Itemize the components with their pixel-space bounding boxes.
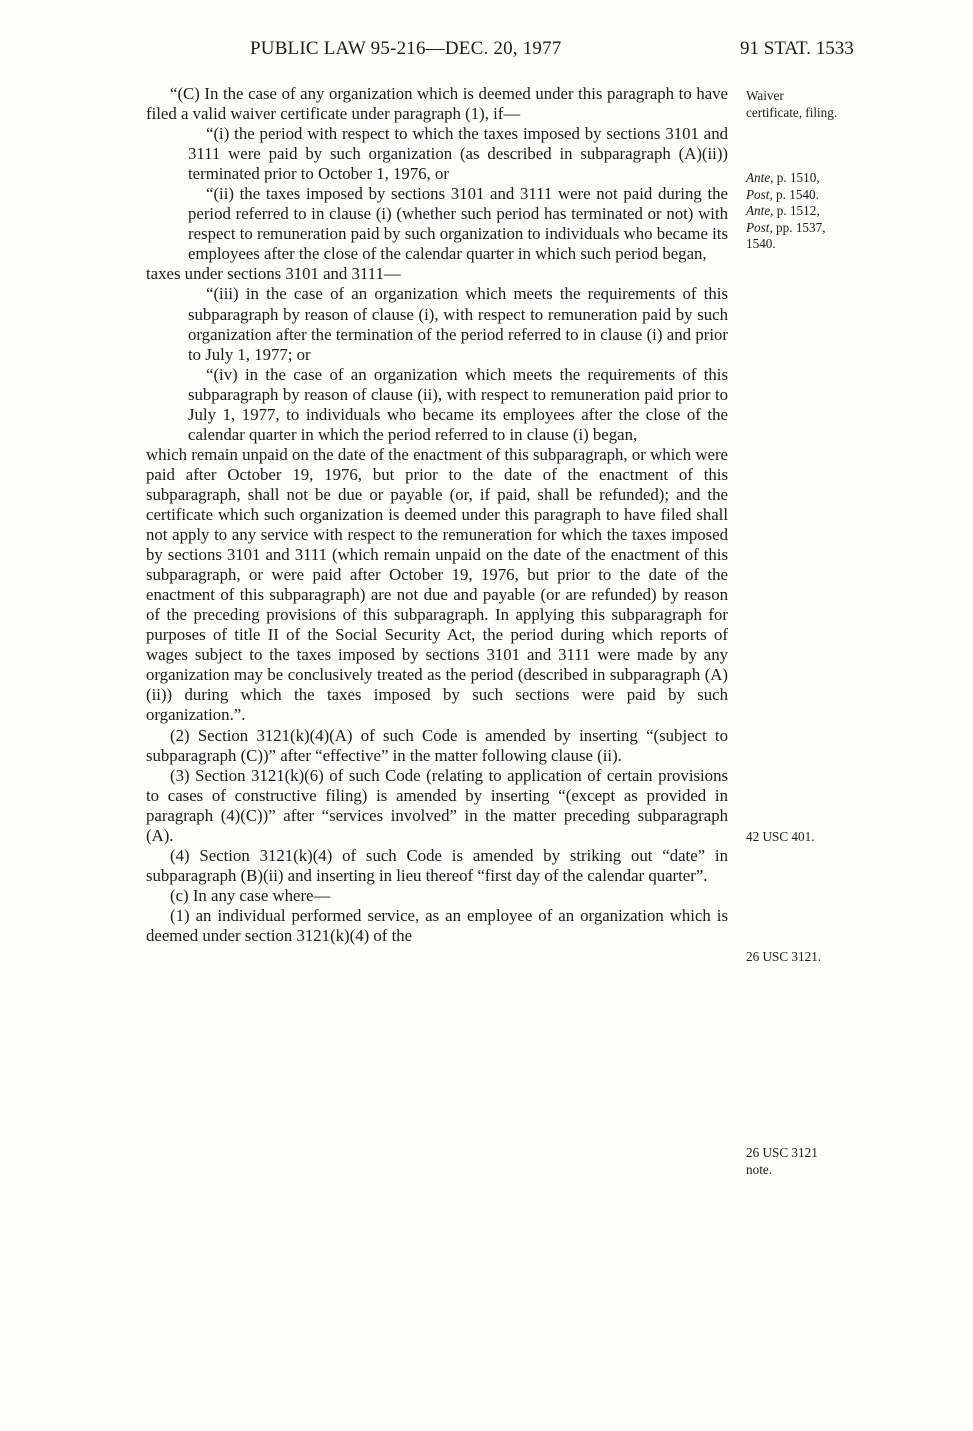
cross-ref-label: Ante,	[746, 170, 774, 185]
margin-note-line	[746, 170, 826, 187]
taxes-lead-in: taxes under sections 3101 and 3111—	[146, 264, 401, 284]
amendment-2: (2) Section 3121(k)(4)(A) of such Code is amended by inserting “(subject to subparagraph (C))” after “effective” in the matter following clause (ii).	[146, 725, 728, 765]
cross-ref-label: Post,	[746, 186, 773, 202]
cross-ref-label: Ante,	[746, 203, 774, 218]
margin-note-26-usc-3121: 26 USC 3121.	[746, 949, 822, 964]
clause-i: “(i) the period with respect to which the taxes imposed by sections 3101 and 3111 were paid by such organization (as described in subparagraph (A)(ii)) terminated prior to October 1, 1976, or	[188, 124, 728, 184]
subsection-c-1: (1) an individual performed service, as an employee of an organization which is deemed under section 3121(k)(4) of the	[146, 905, 728, 945]
amendment-4: (4) Section 3121(k)(4) of such Code is amended by striking out “date” in subparagraph (B)(ii) and inserting in lieu thereof “first day of the calendar quarter”.	[146, 845, 728, 885]
running-title: PUBLIC LAW 95-216—DEC. 20, 1977	[250, 38, 562, 59]
clause-iii: “(iii) in the case of an organization which meets the requirements of this subparagraph by reason of clause (i), with respect to remuneration paid by such organization after the termination of the period referred to in clause (i) and prior to July 1, 1977; or	[188, 284, 728, 364]
cross-ref-page: p. 1510,	[773, 170, 820, 185]
cross-ref-page: p. 1540.	[772, 186, 819, 202]
margin-note-line: note.	[746, 1161, 773, 1177]
margin-note-line: 1540.	[746, 236, 776, 251]
margin-note-line	[746, 220, 826, 237]
margin-note-26-usc-3121-note	[746, 1145, 818, 1178]
margin-note-line: 26 USC 3121	[746, 1145, 818, 1160]
statute-body	[146, 84, 728, 946]
closing-provision: which remain unpaid on the date of the enactment of this subparagraph, or which were paid after October 19, 1976, but prior to the date of the enactment of this subparagraph, shall not be due or payable (or, if paid, shall be refunded); and the certificate which such organization is deemed under this paragraph to have filed shall not apply to any service with respect to the remuneration for which the taxes imposed by sections 3101 and 3111 (which remain unpaid on the date of the enactment of this subparagraph, or were paid after October 19, 1976, but prior to the date of the enactment of this subparagraph) are not due and payable (or are refunded) by reason of the preceding provisions of this subparagraph. In applying this subparagraph for purposes of title II of the Social Security Act, the period during which reports of wages subject to the taxes imposed by sections 3101 and 3111 were made by any organization may be conclusively treated as the period (described in subparagraph (A)(ii)) during which the taxes imposed by such sections were paid by such organization.”.	[146, 444, 728, 725]
statute-page-number: 91 STAT. 1533	[740, 38, 854, 59]
amendment-3: (3) Section 3121(k)(6) of such Code (relating to application of certain provisions to cases of constructive filing) is amended by inserting “(except as provided in paragraph (4)(C))” after “services involved” in the matter preceding subparagraph (A).	[146, 765, 728, 845]
clause-iv: “(iv) in the case of an organization which meets the requirements of this subparagraph by reason of clause (ii), with respect to remuneration paid prior to July 1, 1977, to individuals who became its employees after the close of the calendar quarter in which the period referred to in clause (i) began,	[188, 364, 728, 444]
cross-ref-page: p. 1512,	[773, 203, 820, 218]
clause-ii: “(ii) the taxes imposed by sections 3101 and 3111 were not paid during the period referred to in clause (i) (whether such period has terminated or not) with respect to remuneration paid by such organization to individuals who became its employees after the close of the calendar quarter in which such period began,	[188, 184, 728, 264]
margin-note-line	[746, 203, 826, 220]
margin-note-line: Waiver	[746, 88, 784, 103]
subsection-c: (c) In any case where—	[170, 885, 331, 905]
margin-note-waiver	[746, 88, 837, 121]
paragraph-c: “(C) In the case of any organization which is deemed under this paragraph to have filed a valid waiver certificate under paragraph (1), if—	[146, 84, 728, 124]
cross-ref-label: Post,	[746, 219, 773, 235]
cross-ref-page: pp. 1537,	[772, 219, 826, 235]
margin-note-42-usc-401: 42 USC 401.	[746, 829, 815, 844]
margin-note-line: certificate, filing.	[746, 104, 838, 120]
margin-note-line	[746, 187, 826, 204]
margin-note-cross-references	[746, 170, 826, 253]
